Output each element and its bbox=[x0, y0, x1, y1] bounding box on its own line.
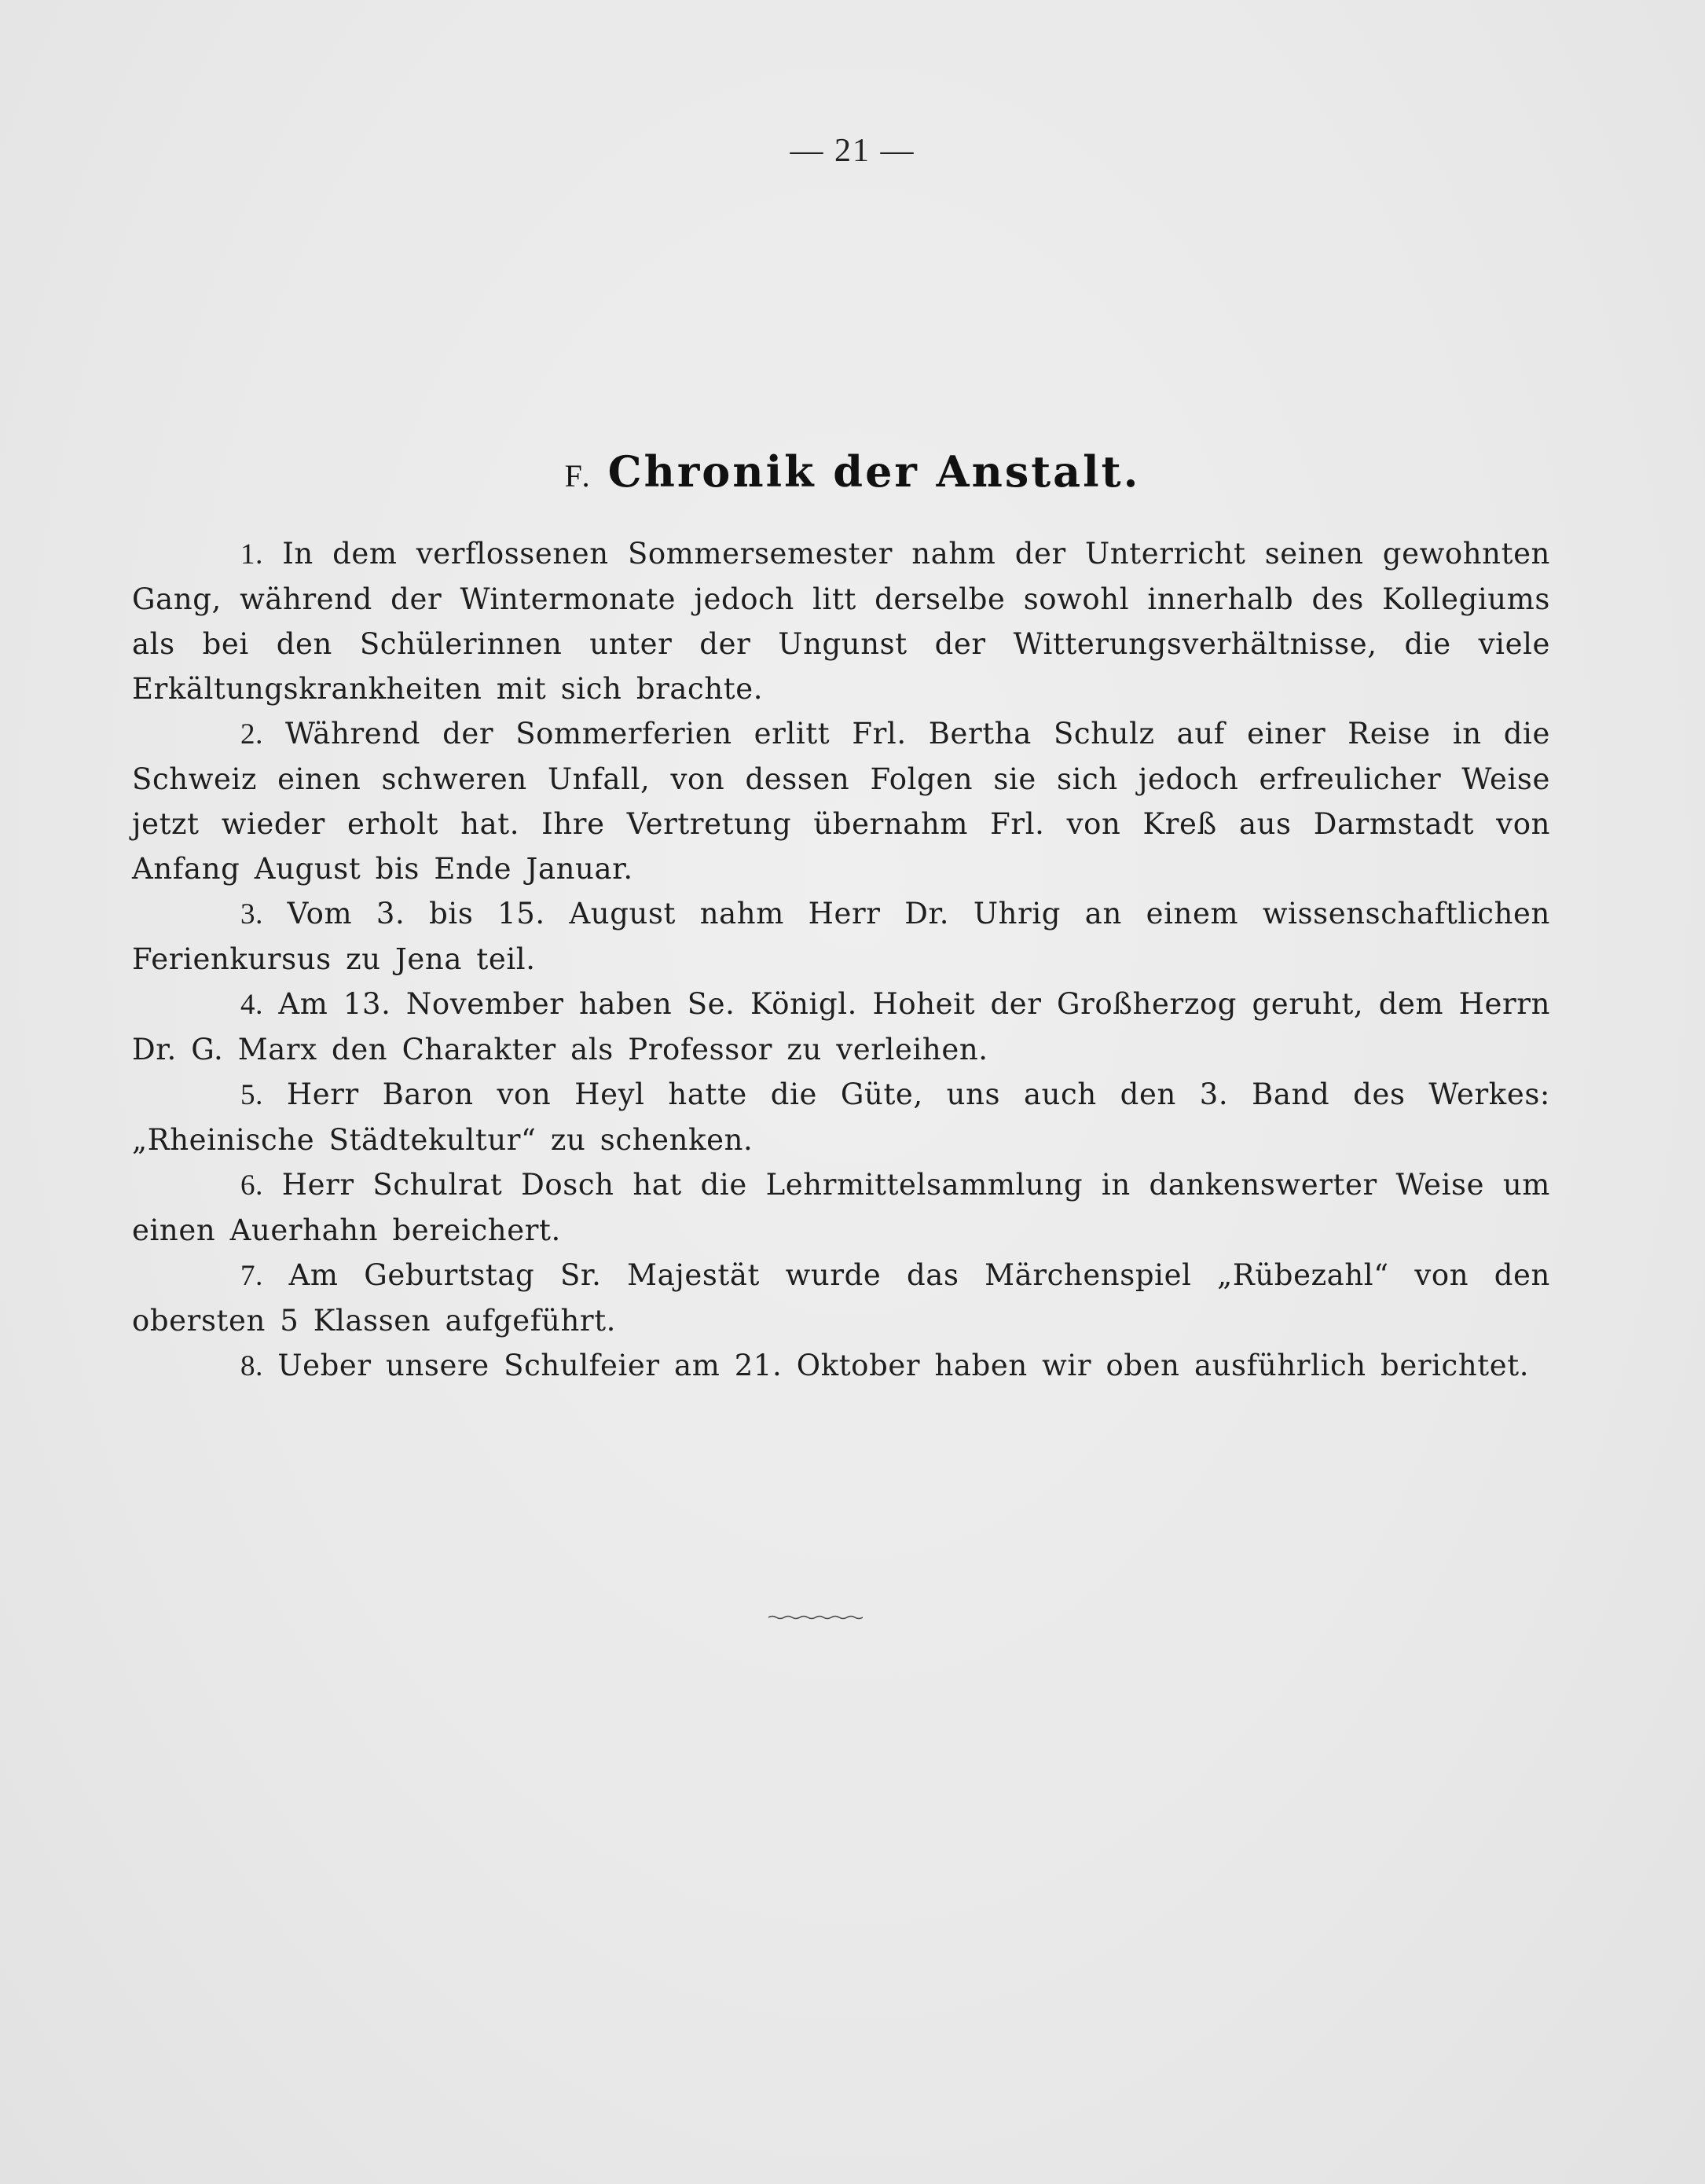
chronicle-paragraph-5 bbox=[132, 1072, 1550, 1162]
paragraph-text: Herr Baron von Heyl hatte die Güte, uns auch den 3. Band des Werkes: „Rheinische Städtekultur“ zu schenken. bbox=[132, 1077, 1550, 1157]
paragraph-text: Am 13. November haben Se. Königl. Hoheit der Großherzog geruht, dem Herrn Dr. G. Marx den Charakter als Professor zu verleihen. bbox=[132, 987, 1550, 1066]
end-ornament-rule bbox=[768, 1614, 863, 1621]
chronicle-paragraph-8 bbox=[132, 1343, 1550, 1389]
paragraph-text: Vom 3. bis 15. August nahm Herr Dr. Uhrig an einem wissenschaftlichen Ferienkursus zu Jena teil. bbox=[132, 897, 1550, 976]
chronicle-paragraph-6 bbox=[132, 1162, 1550, 1253]
paragraph-number: 2. bbox=[240, 718, 263, 751]
wavy-rule-icon bbox=[768, 1614, 863, 1621]
section-title: Chronik der Anstalt. bbox=[607, 446, 1141, 497]
chronicle-paragraph-3 bbox=[132, 891, 1550, 982]
paragraph-number: 3. bbox=[240, 898, 263, 930]
chronicle-paragraph-7 bbox=[132, 1253, 1550, 1343]
paragraph-text: Ueber unsere Schulfeier am 21. Oktober haben wir oben ausführlich berichtet. bbox=[277, 1349, 1530, 1382]
paragraph-number: 4. bbox=[240, 989, 263, 1021]
paragraph-number: 8. bbox=[240, 1350, 263, 1382]
paragraph-text: In dem verflossenen Sommersemester nahm der Unterricht seinen gewohnten Gang, während der Wintermonate jedoch litt derselbe sowohl innerhalb des Kollegiums als bei den Schülerinnen unter der Ungunst der Witterungsverhältnisse, die viele Erkältungskrankheiten mit sich brachte. bbox=[132, 537, 1550, 706]
chronicle-body bbox=[132, 531, 1550, 1389]
paragraph-text: Während der Sommerferien erlitt Frl. Bertha Schulz auf einer Reise in die Schweiz einen schweren Unfall, von dessen Folgen sie sich jedoch erfreulicher Weise jetzt wieder erholt hat. Ihre Vertretung übernahm Frl. von Kreß aus Darmstadt von Anfang August bis Ende Januar. bbox=[132, 717, 1550, 886]
paragraph-number: 5. bbox=[240, 1079, 263, 1111]
paragraph-text: Am Geburtstag Sr. Majestät wurde das Märchenspiel „Rübezahl“ von den obersten 5 Klassen aufgeführt. bbox=[132, 1258, 1550, 1338]
paragraph-number: 1. bbox=[240, 538, 263, 571]
paragraph-number: 7. bbox=[240, 1260, 263, 1292]
chronicle-paragraph-2 bbox=[132, 711, 1550, 891]
paragraph-number: 6. bbox=[240, 1169, 263, 1202]
section-letter: F. bbox=[564, 458, 592, 494]
chronicle-paragraph-1 bbox=[132, 531, 1550, 711]
paragraph-text: Herr Schulrat Dosch hat die Lehrmittelsammlung in dankenswerter Weise um einen Auerhahn bereichert. bbox=[132, 1168, 1550, 1247]
section-heading bbox=[0, 446, 1705, 497]
page-number: — 21 — bbox=[790, 133, 915, 169]
chronicle-paragraph-4 bbox=[132, 982, 1550, 1072]
